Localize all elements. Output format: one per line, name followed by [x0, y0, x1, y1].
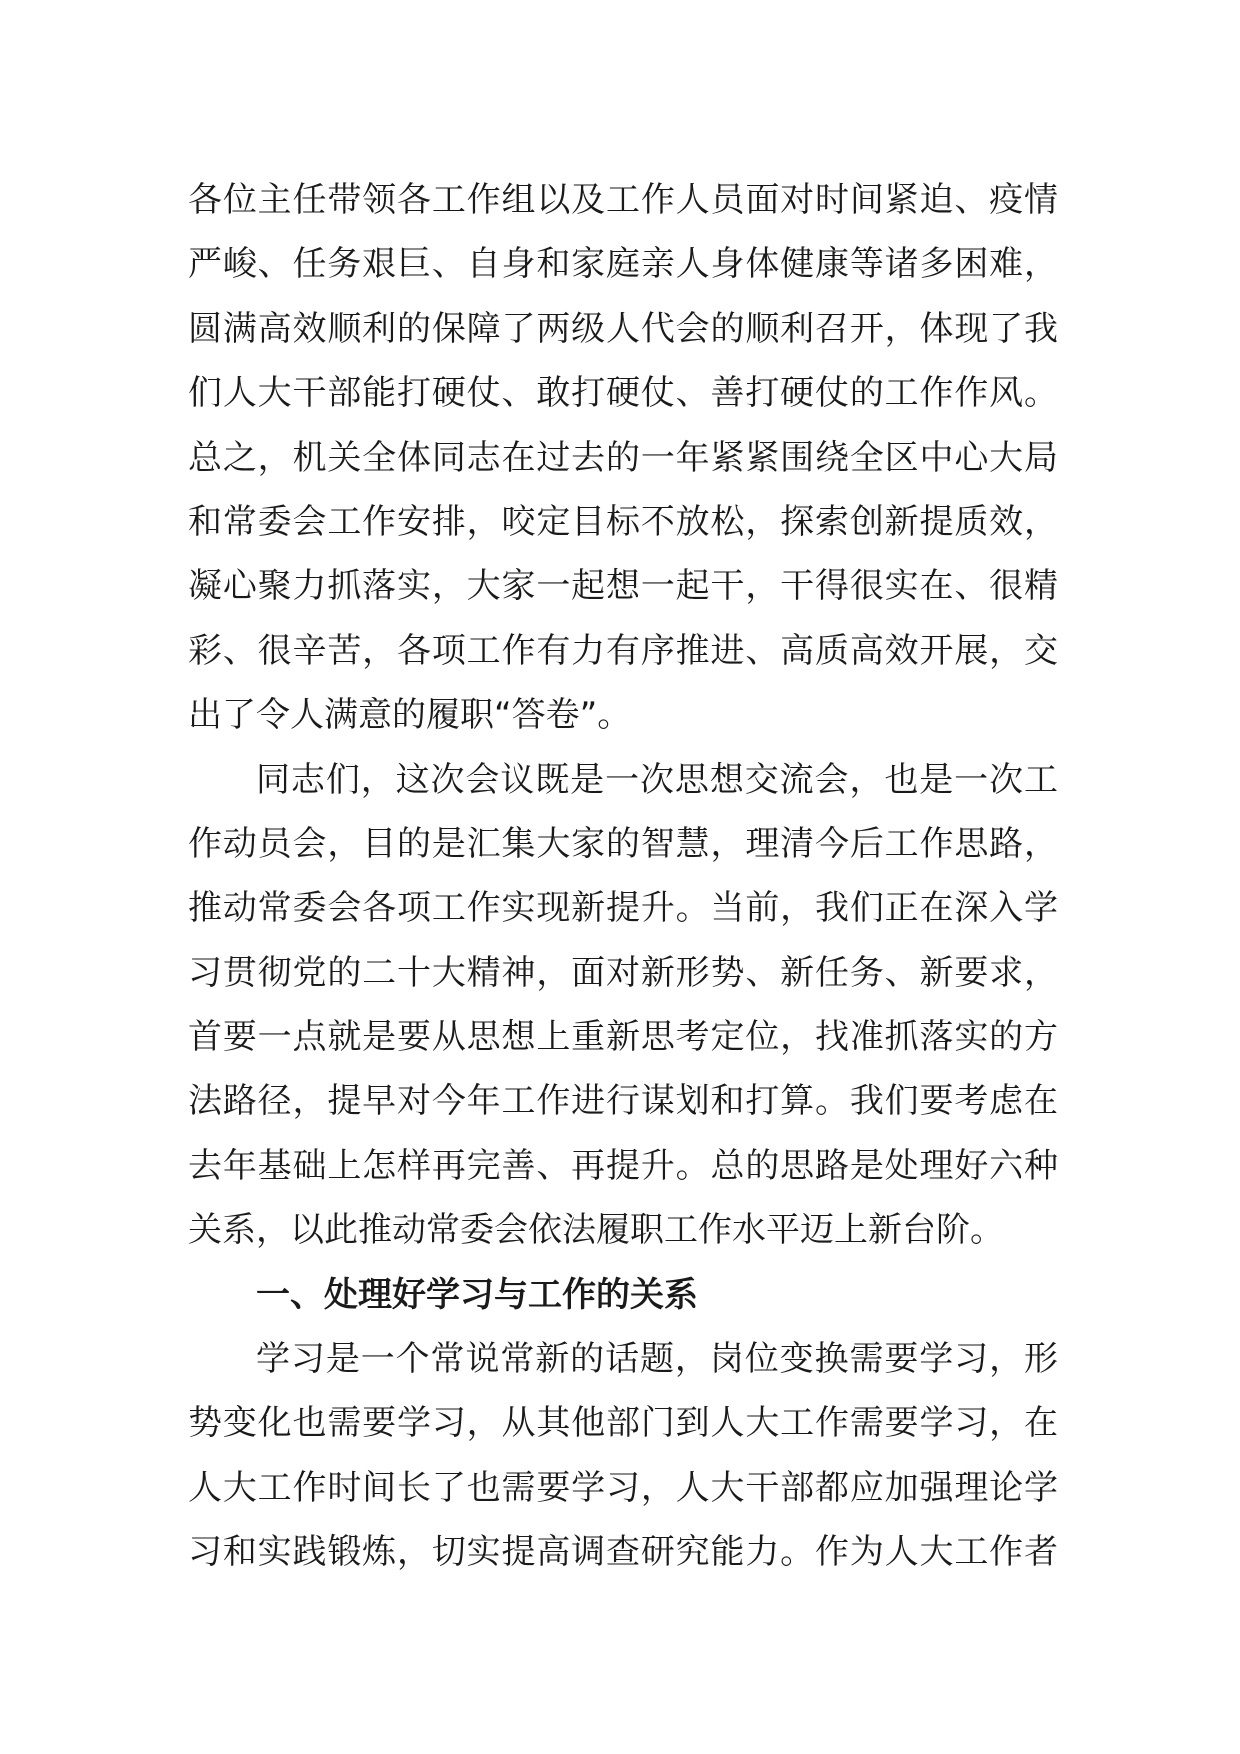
body-line: 圆满高效顺利的保障了两级人代会的顺利召开，体现了我 — [188, 308, 1058, 349]
body-line: 法路径，提早对今年工作进行谋划和打算。我们要考虑在 — [188, 1081, 1058, 1122]
document-body — [188, 168, 1058, 1585]
body-line: 彩、很辛苦，各项工作有力有序推进、高质高效开展，交 — [188, 630, 1058, 671]
body-line: 严峻、任务艰巨、自身和家庭亲人身体健康等诸多困难， — [188, 244, 1058, 285]
section-heading: 一、处理好学习与工作的关系 — [256, 1274, 698, 1315]
body-line: 推动常委会各项工作实现新提升。当前，我们正在深入学 — [188, 888, 1058, 929]
body-line: 习贯彻党的二十大精神，面对新形势、新任务、新要求， — [188, 952, 1058, 993]
body-line: 关系，以此推动常委会依法履职工作水平迈上新台阶。 — [188, 1210, 1004, 1251]
body-line: 们人大干部能打硬仗、敢打硬仗、善打硬仗的工作作风。 — [188, 373, 1058, 414]
body-line: 势变化也需要学习，从其他部门到人大工作需要学习，在 — [188, 1403, 1058, 1444]
body-line: 同志们，这次会议既是一次思想交流会，也是一次工 — [256, 759, 1058, 800]
body-line: 习和实践锻炼，切实提高调查研究能力。作为人大工作者 — [188, 1532, 1058, 1573]
body-line: 人大工作时间长了也需要学习，人大干部都应加强理论学 — [188, 1467, 1058, 1508]
body-line: 首要一点就是要从思想上重新思考定位，找准抓落实的方 — [188, 1017, 1058, 1058]
body-line: 学习是一个常说常新的话题，岗位变换需要学习，形 — [256, 1339, 1058, 1380]
body-line: 凝心聚力抓落实，大家一起想一起干，干得很实在、很精 — [188, 566, 1058, 607]
body-line: 出了令人满意的履职“答卷”。 — [188, 695, 632, 736]
body-line: 去年基础上怎样再完善、再提升。总的思路是处理好六种 — [188, 1145, 1058, 1186]
body-line: 各位主任带领各工作组以及工作人员面对时间紧迫、疫情 — [188, 180, 1058, 220]
body-line: 总之，机关全体同志在过去的一年紧紧围绕全区中心大局 — [188, 437, 1058, 478]
body-line: 和常委会工作安排，咬定目标不放松，探索创新提质效， — [188, 501, 1058, 542]
body-line: 作动员会，目的是汇集大家的智慧，理清今后工作思路， — [188, 823, 1058, 864]
